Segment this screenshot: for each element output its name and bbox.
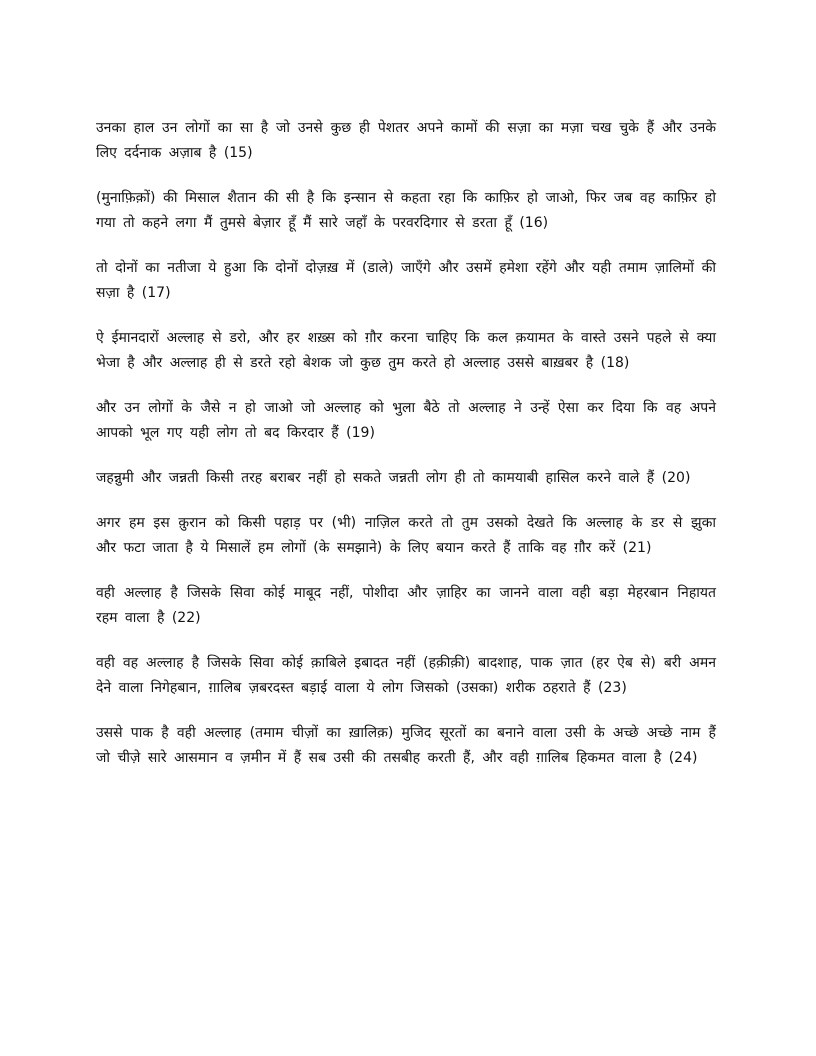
verse-18: ऐ ईमानदारों अल्लाह से डरो, और हर शख़्स को ग़ौर करना चाहिए कि कल क़यामत के वास्ते उसने पहले से क्या भेजा है और अल्लाह ही से डरते रहो बेशक जो कुछ तुम करते हो अल्लाह उससे बाख़बर है (18) — [96, 330, 716, 371]
verse-16: (मुनाफ़िक़ों) की मिसाल शैतान की सी है कि इन्सान से कहता रहा कि काफ़िर हो जाओ, फिर जब वह काफ़िर हो गया तो कहने लगा मैं तुमसे बेज़ार हूँ मैं सारे जहाँ के परवरदिगार से डरता हूँ (16) — [96, 190, 716, 231]
verse-20: जहन्नुमी और जन्नती किसी तरह बराबर नहीं हो सकते जन्नती लोग ही तो कामयाबी हासिल करने वाले हैं (20) — [96, 470, 691, 486]
verse-15: उनका हाल उन लोगों का सा है जो उनसे कुछ ही पेशतर अपने कामों की सज़ा का मज़ा चख चुके हैं और उनके लिए दर्दनाक अज़ाब है (15) — [96, 120, 716, 161]
verse-23: वही वह अल्लाह है जिसके सिवा कोई क़ाबिले इबादत नहीं (हक़ीक़ी) बादशाह, पाक ज़ात (हर ऐब से) बरी अमन देने वाला निगेहबान, ग़ालिब ज़बरदस्त बड़ाई वाला ये लोग जिसको (उसका) शरीक ठहराते हैं (23) — [96, 655, 716, 696]
verse-17: तो दोनों का नतीजा ये हुआ कि दोनों दोज़ख़ में (डाले) जाएँगे और उसमें हमेशा रहेंगे और यही तमाम ज़ालिमों की सज़ा है (17) — [96, 260, 716, 301]
verse-22: वही अल्लाह है जिसके सिवा कोई माबूद नहीं, पोशीदा और ज़ाहिर का जानने वाला वही बड़ा मेहरबान निहायत रहम वाला है (22) — [96, 585, 716, 626]
verse-19: और उन लोगों के जैसे न हो जाओ जो अल्लाह को भुला बैठे तो अल्लाह ने उन्हें ऐसा कर दिया कि वह अपने आपको भूल गए यही लोग तो बद किरदार हैं (19) — [96, 400, 716, 441]
verse-list — [96, 116, 716, 791]
verse-24: उससे पाक है वही अल्लाह (तमाम चीज़ों का ख़ालिक़) मुजिद सूरतों का बनाने वाला उसी के अच्छे अच्छे नाम हैं जो चीज़े सारे आसमान व ज़मीन में हैं सब उसी की तसबीह करती हैं, और वही ग़ालिब हिकमत वाला है (24) — [96, 725, 716, 766]
verse-21: अगर हम इस क़ुरान को किसी पहाड़ पर (भी) नाज़िल करते तो तुम उसको देखते कि अल्लाह के डर से झुका और फटा जाता है ये मिसालें हम लोगों (के समझाने) के लिए बयान करते हैं ताकि वह ग़ौर करें (21) — [96, 515, 716, 556]
